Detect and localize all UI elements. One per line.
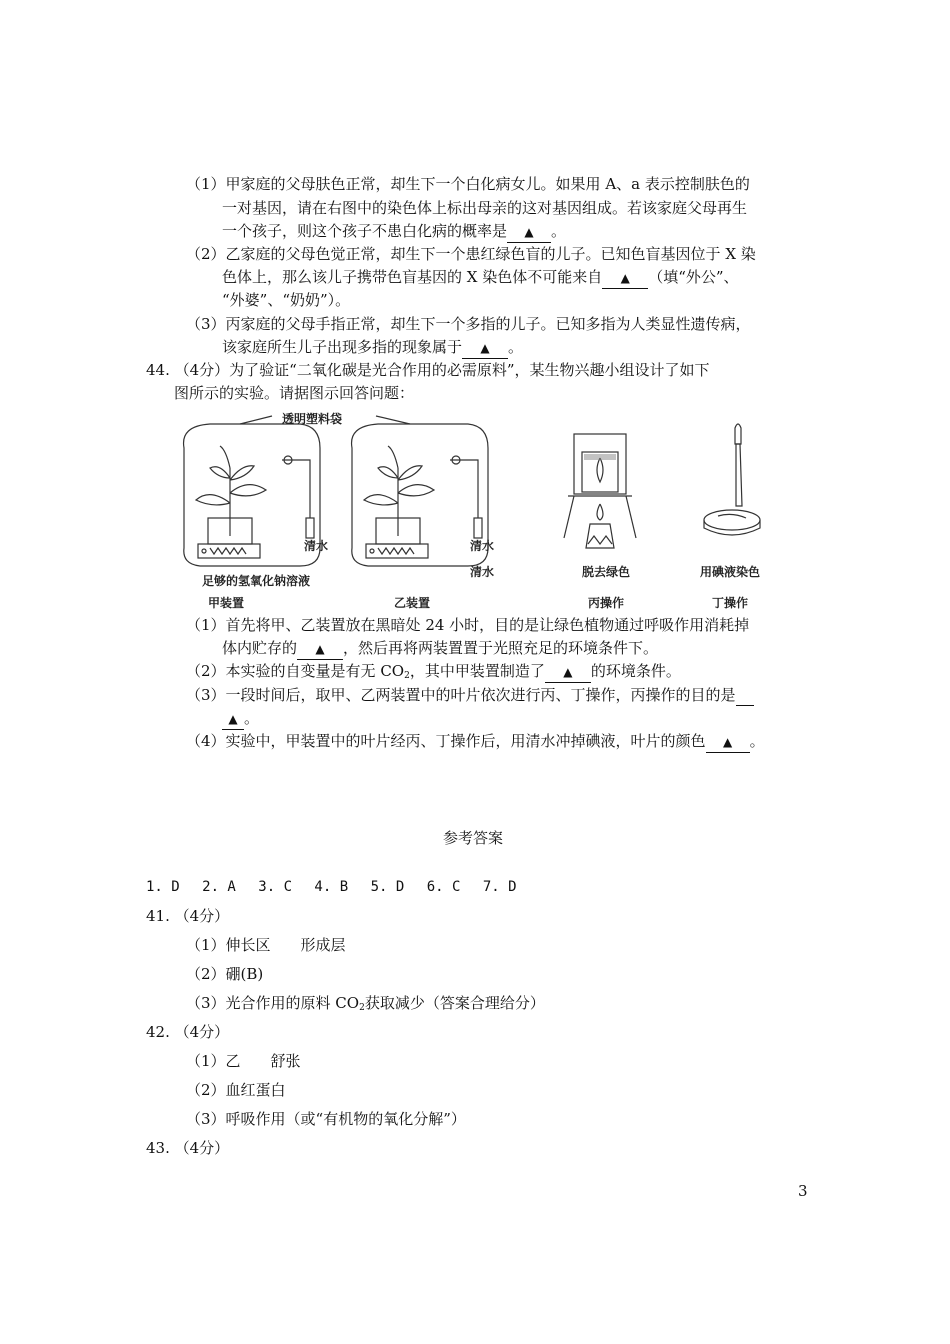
answer-41-1: （1）伸长区 形成层 <box>186 936 346 954</box>
answer-blank[interactable]: ▲ <box>602 267 648 289</box>
q43-part3-line2: 该家庭所生儿子出现多指的现象属于 ▲ 。 <box>222 337 523 359</box>
q44-sub1-line2: 体内贮存的 ▲ ，然后再将两装置置于光照充足的环境条件下。 <box>222 638 658 660</box>
jia-device-label: 甲装置 <box>208 596 245 610</box>
answer-43-heading: 43. （4分） <box>146 1139 230 1157</box>
bag-label: 透明塑料袋 <box>282 412 343 426</box>
q44-stem-line2: 图所示的实验。请据图示回答问题： <box>174 384 415 402</box>
q44-sub2: （2）本实验的自变量是有无 $CO_2$，其中甲装置制造了 ▲ 的环境条件。 <box>186 662 681 681</box>
answers-title: 参考答案 <box>443 829 504 847</box>
choice-answers: 1. D 2. A 3. C 4. B 5. D 6. C 7. D <box>146 879 517 895</box>
answer-42-2: （2）血红蛋白 <box>186 1081 286 1099</box>
q43-part1-line3: 一个孩子，则这个孩子不患白化病的概率是 ▲ 。 <box>222 221 566 243</box>
answer-blank[interactable]: ▲ <box>706 731 750 753</box>
q43-part2-line2: 色体上，那么该儿子携带色盲基因的 X 染色体不可能来自 ▲ （填“外公”、 <box>222 267 739 289</box>
answer-blank[interactable]: ▲ <box>462 337 508 359</box>
answer-41-heading: 41. （4分） <box>146 907 230 925</box>
bing-operation-label: 丙操作 <box>588 596 625 610</box>
q44-stem-line1: 44. （4分）为了验证“二氧化碳是光合作用的必需原料”，某生物兴趣小组设计了如下 <box>146 361 710 379</box>
q44-sub3-line2: ▲ 。 <box>222 708 259 730</box>
water-label: 清水 <box>470 539 495 553</box>
answer-blank[interactable]: ▲ <box>545 661 591 683</box>
q44-sub1-line1: （1）首先将甲、乙装置放在黑暗处 24 小时，目的是让绿色植物通过呼吸作用消耗掉 <box>186 616 750 634</box>
answer-41-2: （2）硼(B) <box>186 965 264 983</box>
ding-description: 用碘液染色 <box>700 565 761 579</box>
answer-42-heading: 42. （4分） <box>146 1023 230 1041</box>
ding-operation-label: 丁操作 <box>712 596 749 610</box>
q44-sub3-line1: （3）一段时间后，取甲、乙两装置中的叶片依次进行丙、丁操作，丙操作的目的是 <box>186 685 754 706</box>
q43-part2-line1: （2）乙家庭的父母色觉正常，却生下一个患红绿色盲的儿子。已知色盲基因位于 X 染 <box>186 245 756 263</box>
naoh-label: 足够的氢氧化钠溶液 <box>202 574 311 588</box>
experiment-figure <box>170 408 810 618</box>
yi-device-label: 乙装置 <box>394 596 431 610</box>
q43-part1-line1: （1）甲家庭的父母肤色正常，却生下一个白化病女儿。如果用 A、a 表示控制肤色的 <box>186 175 750 193</box>
answer-blank[interactable]: ▲ <box>297 638 343 660</box>
answer-blank[interactable]: ▲ <box>507 221 551 243</box>
answer-42-3: （3）呼吸作用（或“有机物的氧化分解”） <box>186 1110 466 1128</box>
answer-41-3: （3）光合作用的原料 $CO_2$获取减少（答案合理给分） <box>186 994 545 1013</box>
q43-part3-line1: （3）丙家庭的父母手指正常，却生下一个多指的儿子。已知多指为人类显性遗传病， <box>186 315 751 333</box>
q43-part2-line3: “外婆”、“奶奶”）。 <box>222 291 351 309</box>
answer-blank[interactable]: ▲ <box>222 708 244 730</box>
answer-42-1: （1）乙 舒张 <box>186 1052 301 1070</box>
water-label: 清水 <box>470 565 495 579</box>
q43-part1-line2: 一对基因，请在右图中的染色体上标出母亲的这对基因组成。若该家庭父母再生 <box>222 199 748 217</box>
bing-description: 脱去绿色 <box>582 565 631 579</box>
q44-sub4: （4）实验中，甲装置中的叶片经丙、丁操作后，用清水冲掉碘液，叶片的颜色 ▲ 。 <box>186 731 765 753</box>
water-label: 清水 <box>304 539 329 553</box>
page-number: 3 <box>798 1182 808 1200</box>
